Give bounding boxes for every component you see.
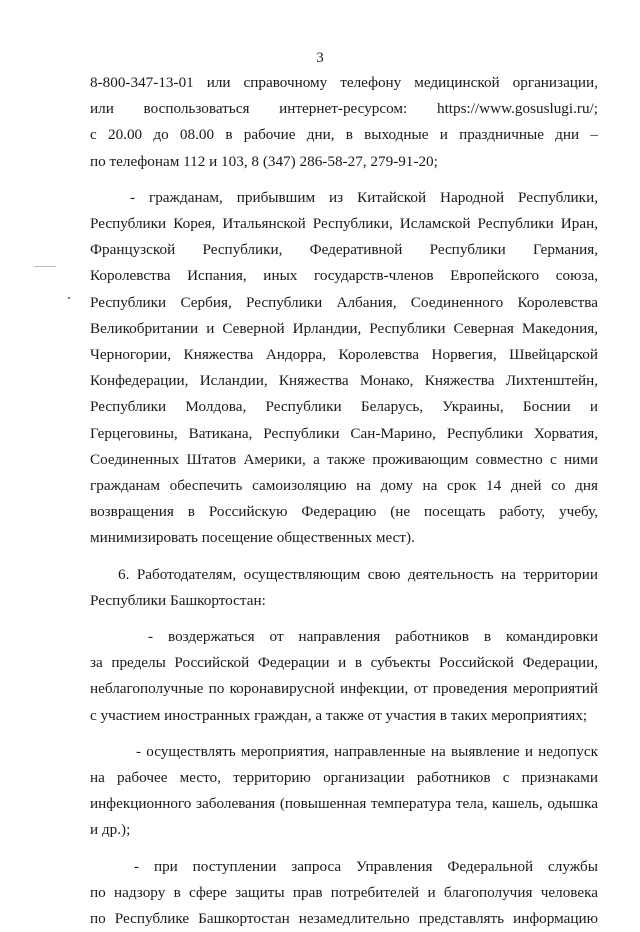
text-line: Республики Сербия, Республики Албания, Соединенного Королевства — [90, 293, 598, 311]
para-citizens — [90, 185, 598, 552]
text-line: с 20.00 до 08.00 в рабочие дни, в выходные и праздничные дни – — [90, 126, 598, 144]
text-line: на рабочее место, территорию организации работников с признаками — [90, 769, 598, 787]
text-line: - воздержаться от направления работников в командировки — [148, 628, 598, 646]
text-line: и др.); — [90, 821, 131, 839]
text-line: неблагополучные по коронавирусной инфекции, от проведения мероприятий — [90, 680, 598, 698]
text-line: Великобритании и Северной Ирландии, Республики Северная Македония, — [90, 319, 598, 337]
text-line: - при поступлении запроса Управления Федеральной службы — [134, 857, 598, 875]
scan-speck — [34, 266, 56, 267]
text-line: возвращения в Российскую Федерацию (не посещать работу, учебу, — [90, 503, 598, 521]
text-line: по телефонам 112 и 103, 8 (347) 286-58-27, 279-91-20; — [90, 152, 438, 170]
text-line: минимизировать посещение общественных мест). — [90, 529, 415, 547]
item-business-trips — [90, 624, 598, 729]
text-line: инфекционного заболевания (повышенная температура тела, кашель, одышка — [90, 795, 598, 813]
page-number: 3 — [316, 50, 324, 66]
text-line: Французской Республики, Федеративной Республики Германия, — [90, 241, 598, 259]
text-line: с участием иностранных граждан, а также от участия в таких мероприятиях; — [90, 706, 588, 724]
text-line: Герцеговины, Ватикана, Республики Сан-Марино, Республики Хорватия, — [90, 424, 598, 442]
text-line: Королевства Испания, иных государств-членов Европейского союза, — [90, 267, 598, 285]
text-line: - осуществлять мероприятия, направленные на выявление и недопуск — [136, 742, 598, 760]
text-line: за пределы Российской Федерации и в субъекты Российской Федерации, — [90, 654, 598, 672]
text-line: гражданам обеспечить самоизоляцию на дому на срок 14 дней со дня — [90, 477, 598, 495]
text-line: Республики Башкортостан: — [90, 591, 266, 609]
text-line: - гражданам, прибывшим из Китайской Народной Республики, — [130, 188, 598, 206]
text-line: 8-800-347-13-01 или справочному телефону медицинской организации, — [90, 74, 598, 91]
item-request — [90, 854, 598, 932]
document-body — [90, 70, 598, 932]
para-phone — [90, 70, 598, 175]
item-screening — [90, 739, 598, 844]
text-line: Черногории, Княжества Андорра, Королевства Норвегия, Швейцарской — [90, 346, 598, 364]
text-line: Республики Молдова, Республики Беларусь, Украины, Боснии и — [90, 398, 598, 416]
text-line: по надзору в сфере защиты прав потребителей и благополучия человека — [90, 883, 598, 901]
text-line: Соединенных Штатов Америки, а также проживающим совместно с ними — [90, 450, 598, 468]
text-line: по Республике Башкортостан незамедлительно представлять информацию — [90, 910, 598, 928]
para-employers — [90, 562, 598, 614]
text-line: 6. Работодателям, осуществляющим свою деятельность на территории — [118, 565, 598, 583]
text-line: Конфедерации, Исландии, Княжества Монако, Княжества Лихтенштейн, — [90, 372, 598, 390]
text-line: или воспользоваться интернет-ресурсом: https://www.gosuslugi.ru/; — [90, 100, 598, 118]
scan-speck — [68, 297, 70, 299]
text-line: Республики Корея, Итальянской Республики, Исламской Республики Иран, — [90, 215, 598, 233]
